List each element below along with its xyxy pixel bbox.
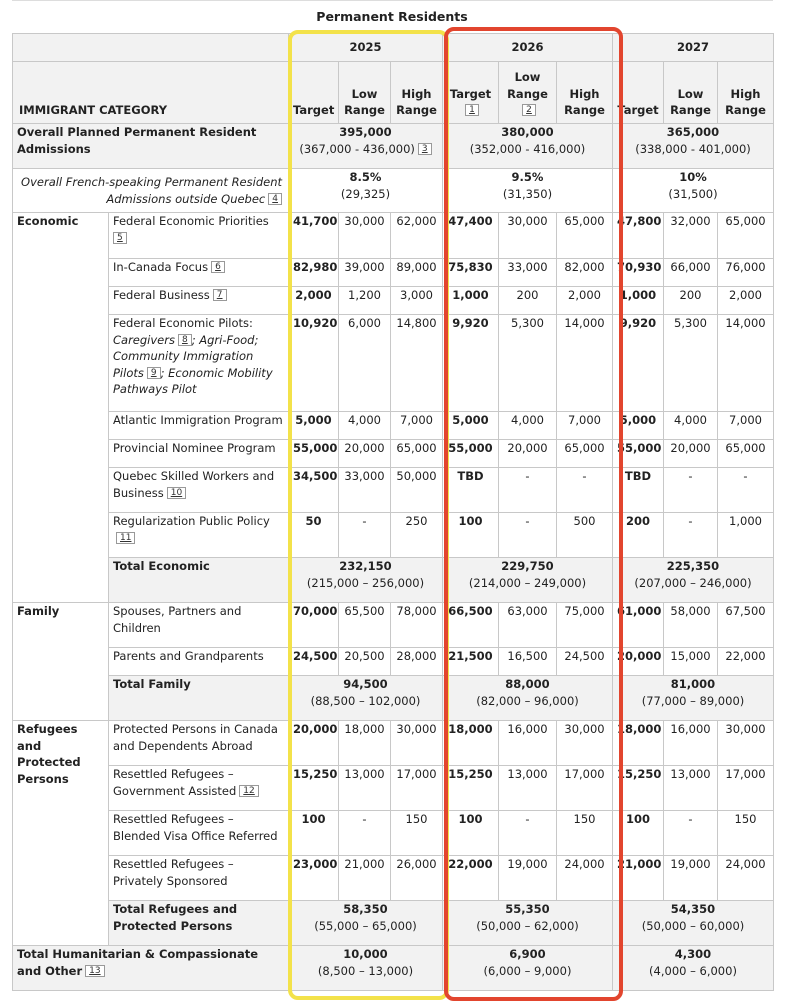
table-row <box>13 315 774 412</box>
french-2025: 8.5% (29,325) <box>289 169 443 213</box>
high-range-value: 67,500 <box>718 603 774 648</box>
humanitarian-label: Total Humanitarian & Compassionate and Other 13 <box>13 946 289 991</box>
low-range-value: - <box>664 513 718 558</box>
row-label: Provincial Nominee Program <box>109 440 289 468</box>
table-row <box>13 766 774 811</box>
high-range-value: 65,000 <box>557 440 613 468</box>
low-range-value: - <box>499 513 557 558</box>
overall-2026: 380,000 (352,000 - 416,000) <box>443 124 613 169</box>
total-2026: 6,900 (6,000 – 9,000) <box>443 946 613 991</box>
target-value: 55,000 <box>613 440 664 468</box>
row-label: Parents and Grandparents <box>109 648 289 676</box>
footnote-link[interactable]: 10 <box>167 487 186 499</box>
row-label: Federal Business 7 <box>109 287 289 315</box>
row-label: Spouses, Partners and Children <box>109 603 289 648</box>
low-range-value: - <box>339 811 391 856</box>
target-value: 34,500 <box>289 468 339 513</box>
table-row <box>13 856 774 901</box>
french-2026: 9.5% (31,350) <box>443 169 613 213</box>
target-value: 61,000 <box>613 603 664 648</box>
high-range-value: 22,000 <box>718 648 774 676</box>
low-range-value: 1,200 <box>339 287 391 315</box>
high-range-header: High Range <box>718 62 774 124</box>
target-value: 47,400 <box>443 213 499 259</box>
high-range-value: 2,000 <box>557 287 613 315</box>
low-range-value: 19,000 <box>499 856 557 901</box>
overall-2025: 395,000 (367,000 - 436,000) 3 <box>289 124 443 169</box>
target-header: Target 1 <box>443 62 499 124</box>
target-value: 24,500 <box>289 648 339 676</box>
target-value: 55,000 <box>443 440 499 468</box>
low-range-value: 16,000 <box>664 721 718 766</box>
target-value: 15,250 <box>443 766 499 811</box>
french-label: Overall French-speaking Permanent Resident Admissions outside Quebec 4 <box>13 169 289 213</box>
year-2027-header: 2027 <box>613 34 774 62</box>
high-range-value: 78,000 <box>391 603 443 648</box>
high-range-value: 24,000 <box>718 856 774 901</box>
high-range-value: 62,000 <box>391 213 443 259</box>
low-range-value: 5,300 <box>499 315 557 412</box>
group-refugees: Refugees and Protected Persons <box>13 721 109 946</box>
low-range-value: 20,000 <box>664 440 718 468</box>
target-value: 5,000 <box>613 412 664 440</box>
high-range-value: 1,000 <box>718 513 774 558</box>
table-row <box>13 213 774 259</box>
high-range-value: 7,000 <box>718 412 774 440</box>
target-value: 75,830 <box>443 259 499 287</box>
total-2026: 55,350 (50,000 – 62,000) <box>443 901 613 946</box>
top-divider <box>12 0 773 1</box>
low-range-value: - <box>499 468 557 513</box>
footnote-link[interactable]: 5 <box>113 232 127 244</box>
table-row <box>13 811 774 856</box>
group-family: Family <box>13 603 109 721</box>
target-value: 66,500 <box>443 603 499 648</box>
high-range-value: 75,000 <box>557 603 613 648</box>
total-family-row <box>13 676 774 721</box>
high-range-value: 28,000 <box>391 648 443 676</box>
total-label: Total Refugees and Protected Persons <box>109 901 289 946</box>
high-range-value: 17,000 <box>718 766 774 811</box>
row-label: Protected Persons in Canada and Dependents Abroad <box>109 721 289 766</box>
low-range-value: 65,500 <box>339 603 391 648</box>
low-range-value: - <box>664 811 718 856</box>
target-value: 5,000 <box>289 412 339 440</box>
low-range-value: 20,500 <box>339 648 391 676</box>
low-range-value: 33,000 <box>499 259 557 287</box>
high-range-value: 14,800 <box>391 315 443 412</box>
high-range-value: 2,000 <box>718 287 774 315</box>
target-value: TBD <box>443 468 499 513</box>
high-range-value: 76,000 <box>718 259 774 287</box>
target-value: 9,920 <box>613 315 664 412</box>
low-range-value: 63,000 <box>499 603 557 648</box>
table-row <box>13 648 774 676</box>
overall-row <box>13 124 774 169</box>
header-blank <box>13 34 289 62</box>
total-2027: 225,350 (207,000 – 246,000) <box>613 558 774 603</box>
target-value: 15,250 <box>289 766 339 811</box>
footnote-link[interactable]: 11 <box>116 532 135 544</box>
row-label: Federal Economic Priorities 5 <box>109 213 289 259</box>
high-range-value: - <box>718 468 774 513</box>
high-range-value: 7,000 <box>557 412 613 440</box>
low-range-header: Low Range <box>664 62 718 124</box>
high-range-value: - <box>557 468 613 513</box>
low-range-value: - <box>499 811 557 856</box>
group-economic: Economic <box>13 213 109 603</box>
high-range-value: 30,000 <box>557 721 613 766</box>
target-value: 23,000 <box>289 856 339 901</box>
footnote-link[interactable]: 1 <box>465 104 479 116</box>
row-label: Resettled Refugees – Blended Visa Office Referred <box>109 811 289 856</box>
high-range-header: High Range <box>391 62 443 124</box>
high-range-value: 26,000 <box>391 856 443 901</box>
total-label: Total Family <box>109 676 289 721</box>
low-range-value: 200 <box>499 287 557 315</box>
header-row-years <box>13 34 774 62</box>
target-value: 5,000 <box>443 412 499 440</box>
high-range-value: 150 <box>718 811 774 856</box>
high-range-value: 250 <box>391 513 443 558</box>
target-value: 41,700 <box>289 213 339 259</box>
table-row <box>13 287 774 315</box>
low-range-value: 18,000 <box>339 721 391 766</box>
low-range-value: 30,000 <box>499 213 557 259</box>
high-range-value: 82,000 <box>557 259 613 287</box>
low-range-value: 33,000 <box>339 468 391 513</box>
immigrant-category-header: IMMIGRANT CATEGORY <box>13 62 289 124</box>
row-label: Quebec Skilled Workers and Business 10 <box>109 468 289 513</box>
low-range-value: 20,000 <box>339 440 391 468</box>
row-label: Federal Economic Pilots: Caregivers 8 ; Agri-Food; Community Immigration Pilots 9 ; Economic Mobility Pathways Pilot <box>109 315 289 412</box>
table-row <box>13 440 774 468</box>
low-range-value: 19,000 <box>664 856 718 901</box>
footnote-link[interactable]: 9 <box>147 367 161 379</box>
target-value: 100 <box>443 513 499 558</box>
total-2027: 81,000 (77,000 – 89,000) <box>613 676 774 721</box>
high-range-value: 24,000 <box>557 856 613 901</box>
high-range-value: 17,000 <box>557 766 613 811</box>
target-value: 200 <box>613 513 664 558</box>
high-range-value: 89,000 <box>391 259 443 287</box>
low-range-value: 13,000 <box>664 766 718 811</box>
row-label: Regularization Public Policy11 <box>109 513 289 558</box>
low-range-value: 4,000 <box>499 412 557 440</box>
target-value: 70,930 <box>613 259 664 287</box>
target-value: 20,000 <box>613 648 664 676</box>
target-value: 10,920 <box>289 315 339 412</box>
table-row <box>13 721 774 766</box>
footnote-link[interactable]: 2 <box>522 104 536 116</box>
table-row <box>13 603 774 648</box>
permanent-residents-table <box>12 33 774 991</box>
high-range-value: 65,000 <box>718 440 774 468</box>
high-range-value: 17,000 <box>391 766 443 811</box>
target-value: 18,000 <box>443 721 499 766</box>
high-range-value: 30,000 <box>391 721 443 766</box>
footnote-link[interactable]: 12 <box>239 785 258 797</box>
row-label: Resettled Refugees – Privately Sponsored <box>109 856 289 901</box>
high-range-value: 500 <box>557 513 613 558</box>
footnote-link[interactable]: 7 <box>213 289 227 301</box>
target-value: 55,000 <box>289 440 339 468</box>
footnote-link[interactable]: 6 <box>211 261 225 273</box>
high-range-value: 3,000 <box>391 287 443 315</box>
low-range-value: 13,000 <box>339 766 391 811</box>
low-range-value: - <box>664 468 718 513</box>
total-2027: 54,350 (50,000 – 60,000) <box>613 901 774 946</box>
target-value: 100 <box>613 811 664 856</box>
table-row <box>13 412 774 440</box>
high-range-header: High Range <box>557 62 613 124</box>
high-range-value: 30,000 <box>718 721 774 766</box>
target-value: 21,000 <box>613 856 664 901</box>
row-label: Atlantic Immigration Program <box>109 412 289 440</box>
target-value: 20,000 <box>289 721 339 766</box>
low-range-value: 30,000 <box>339 213 391 259</box>
high-range-value: 65,000 <box>718 213 774 259</box>
target-value: 9,920 <box>443 315 499 412</box>
table-row <box>13 513 774 558</box>
year-2025-header: 2025 <box>289 34 443 62</box>
total-2025: 232,150 (215,000 – 256,000) <box>289 558 443 603</box>
total-2025: 94,500 (88,500 – 102,000) <box>289 676 443 721</box>
target-header: Target <box>613 62 664 124</box>
target-value: 50 <box>289 513 339 558</box>
footnote-link[interactable]: 13 <box>85 965 104 977</box>
low-range-header: Low Range 2 <box>499 62 557 124</box>
high-range-value: 7,000 <box>391 412 443 440</box>
low-range-value: 58,000 <box>664 603 718 648</box>
low-range-value: 39,000 <box>339 259 391 287</box>
low-range-value: 32,000 <box>664 213 718 259</box>
target-value: TBD <box>613 468 664 513</box>
target-value: 1,000 <box>443 287 499 315</box>
target-value: 70,000 <box>289 603 339 648</box>
low-range-value: 21,000 <box>339 856 391 901</box>
total-2027: 4,300 (4,000 – 6,000) <box>613 946 774 991</box>
row-label: In-Canada Focus 6 <box>109 259 289 287</box>
total-economic-row <box>13 558 774 603</box>
footnote-link[interactable]: 8 <box>178 334 192 346</box>
table-row <box>13 259 774 287</box>
table-row <box>13 468 774 513</box>
header-row-columns <box>13 62 774 124</box>
low-range-value: - <box>339 513 391 558</box>
target-value: 15,250 <box>613 766 664 811</box>
footnote-link[interactable]: 4 <box>268 193 282 205</box>
footnote-link[interactable]: 3 <box>418 143 432 155</box>
french-2027: 10% (31,500) <box>613 169 774 213</box>
high-range-value: 50,000 <box>391 468 443 513</box>
high-range-value: 150 <box>557 811 613 856</box>
target-value: 47,800 <box>613 213 664 259</box>
target-value: 18,000 <box>613 721 664 766</box>
total-2026: 229,750 (214,000 – 249,000) <box>443 558 613 603</box>
low-range-value: 4,000 <box>339 412 391 440</box>
low-range-header: Low Range <box>339 62 391 124</box>
low-range-value: 13,000 <box>499 766 557 811</box>
total-label: Total Economic <box>109 558 289 603</box>
high-range-value: 14,000 <box>557 315 613 412</box>
target-value: 21,500 <box>443 648 499 676</box>
total-refugees-row <box>13 901 774 946</box>
high-range-value: 65,000 <box>557 213 613 259</box>
row-label: Resettled Refugees – Government Assisted 12 <box>109 766 289 811</box>
target-value: 22,000 <box>443 856 499 901</box>
low-range-value: 66,000 <box>664 259 718 287</box>
high-range-value: 14,000 <box>718 315 774 412</box>
table-caption: Permanent Residents <box>316 9 468 24</box>
overall-label: Overall Planned Permanent Resident Admissions <box>13 124 289 169</box>
total-2025: 10,000 (8,500 – 13,000) <box>289 946 443 991</box>
low-range-value: 5,300 <box>664 315 718 412</box>
target-header: Target <box>289 62 339 124</box>
high-range-value: 65,000 <box>391 440 443 468</box>
overall-2027: 365,000 (338,000 - 401,000) <box>613 124 774 169</box>
year-2026-header: 2026 <box>443 34 613 62</box>
total-2025: 58,350 (55,000 – 65,000) <box>289 901 443 946</box>
target-value: 100 <box>289 811 339 856</box>
low-range-value: 16,000 <box>499 721 557 766</box>
target-value: 100 <box>443 811 499 856</box>
low-range-value: 6,000 <box>339 315 391 412</box>
target-value: 2,000 <box>289 287 339 315</box>
low-range-value: 4,000 <box>664 412 718 440</box>
target-value: 1,000 <box>613 287 664 315</box>
total-2026: 88,000 (82,000 – 96,000) <box>443 676 613 721</box>
low-range-value: 15,000 <box>664 648 718 676</box>
low-range-value: 16,500 <box>499 648 557 676</box>
target-value: 82,980 <box>289 259 339 287</box>
low-range-value: 200 <box>664 287 718 315</box>
humanitarian-row <box>13 946 774 991</box>
french-row <box>13 169 774 213</box>
high-range-value: 24,500 <box>557 648 613 676</box>
high-range-value: 150 <box>391 811 443 856</box>
low-range-value: 20,000 <box>499 440 557 468</box>
